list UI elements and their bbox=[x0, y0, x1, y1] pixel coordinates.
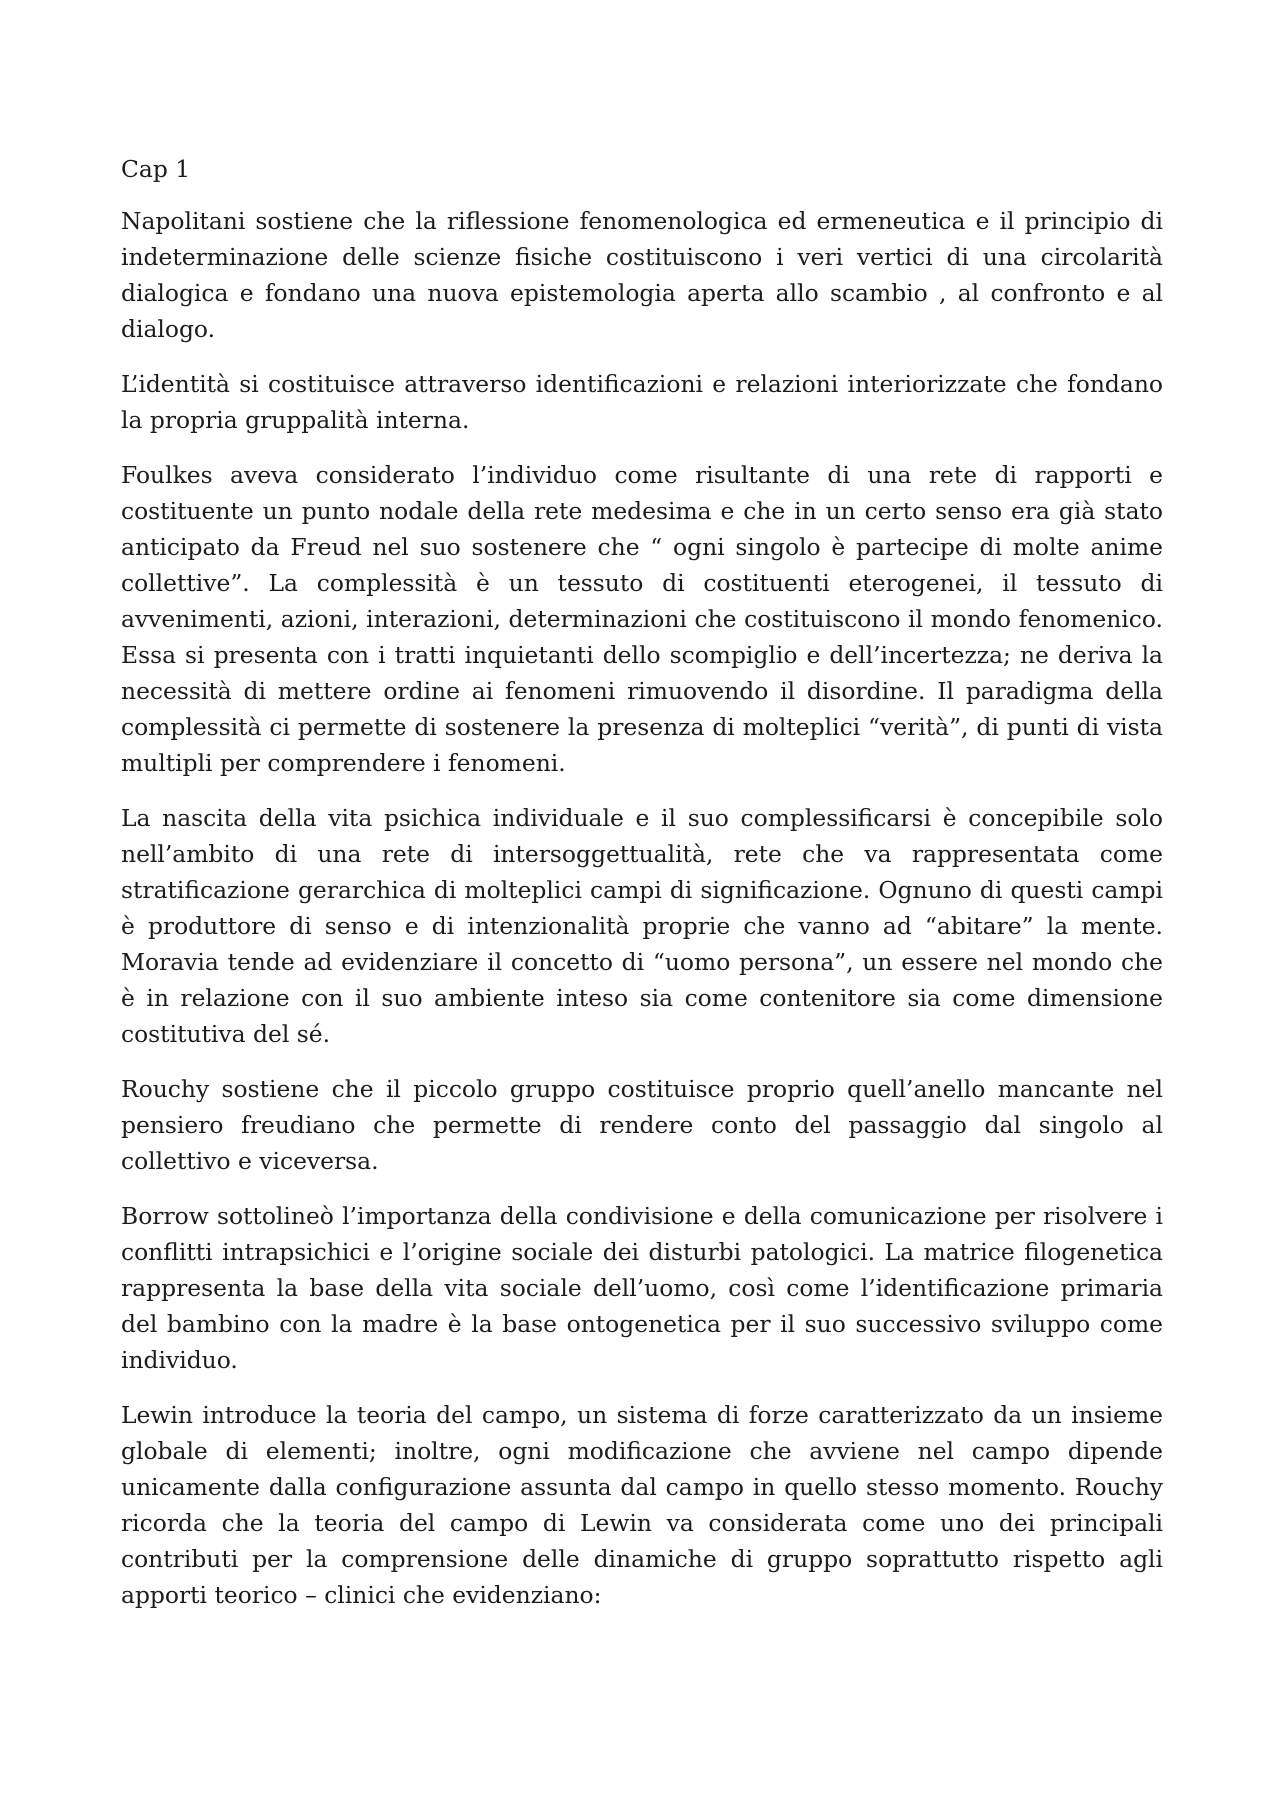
paragraph-identita: L’identità si costituisce attraverso identificazioni e relazioni interiorizzate che fondano la propria gruppalità interna. bbox=[121, 370, 1163, 434]
paragraph-napolitani: Napolitani sostiene che la riflessione fenomenologica ed ermeneutica e il principio di indeterminazione delle scienze fisiche costituiscono i veri vertici di una circolarità dialogica e fondano una nuova epistemologia aperta allo scambio , al confronto e al dialogo. bbox=[121, 207, 1163, 343]
document-page bbox=[121, 151, 1163, 1632]
chapter-heading: Cap 1 bbox=[121, 155, 191, 183]
paragraph-foulkes: Foulkes aveva considerato l’individuo come risultante di una rete di rapporti e costituente un punto nodale della rete medesima e che in un certo senso era già stato anticipato da Freud nel suo sostenere che “ ogni singolo è partecipe di molte anime collettive”. La complessità è un tessuto di costituenti eterogenei, il tessuto di avvenimenti, azioni, interazioni, determinazioni che costituiscono il mondo fenomenico. Essa si presenta con i tratti inquietanti dello scompiglio e dell’incertezza; ne deriva la necessità di mettere ordine ai fenomeni rimuovendo il disordine. Il paradigma della complessità ci permette di sostenere la presenza di molteplici “verità”, di punti di vista multipli per comprendere i fenomeni. bbox=[121, 461, 1163, 777]
paragraph-lewin: Lewin introduce la teoria del campo, un sistema di forze caratterizzato da un insieme globale di elementi; inoltre, ogni modificazione che avviene nel campo dipende unicamente dalla configurazione assunta dal campo in quello stesso momento. Rouchy ricorda che la teoria del campo di Lewin va considerata come uno dei principali contributi per la comprensione delle dinamiche di gruppo soprattutto rispetto agli apporti teorico – clinici che evidenziano: bbox=[121, 1401, 1163, 1609]
paragraph-borrow: Borrow sottolineò l’importanza della condivisione e della comunicazione per risolvere i conflitti intrapsichici e l’origine sociale dei disturbi patologici. La matrice filogenetica rappresenta la base della vita sociale dell’uomo, così come l’identificazione primaria del bambino con la madre è la base ontogenetica per il suo successivo sviluppo come individuo. bbox=[121, 1202, 1163, 1374]
paragraph-rouchy: Rouchy sostiene che il piccolo gruppo costituisce proprio quell’anello mancante nel pensiero freudiano che permette di rendere conto del passaggio dal singolo al collettivo e viceversa. bbox=[121, 1075, 1163, 1175]
paragraph-vita-psichica: La nascita della vita psichica individuale e il suo complessificarsi è concepibile solo nell’ambito di una rete di intersoggettualità, rete che va rappresentata come stratificazione gerarchica di molteplici campi di significazione. Ognuno di questi campi è produttore di senso e di intenzionalità proprie che vanno ad “abitare” la mente. Moravia tende ad evidenziare il concetto di “uomo persona”, un essere nel mondo che è in relazione con il suo ambiente inteso sia come contenitore sia come dimensione costitutiva del sé. bbox=[121, 804, 1163, 1048]
